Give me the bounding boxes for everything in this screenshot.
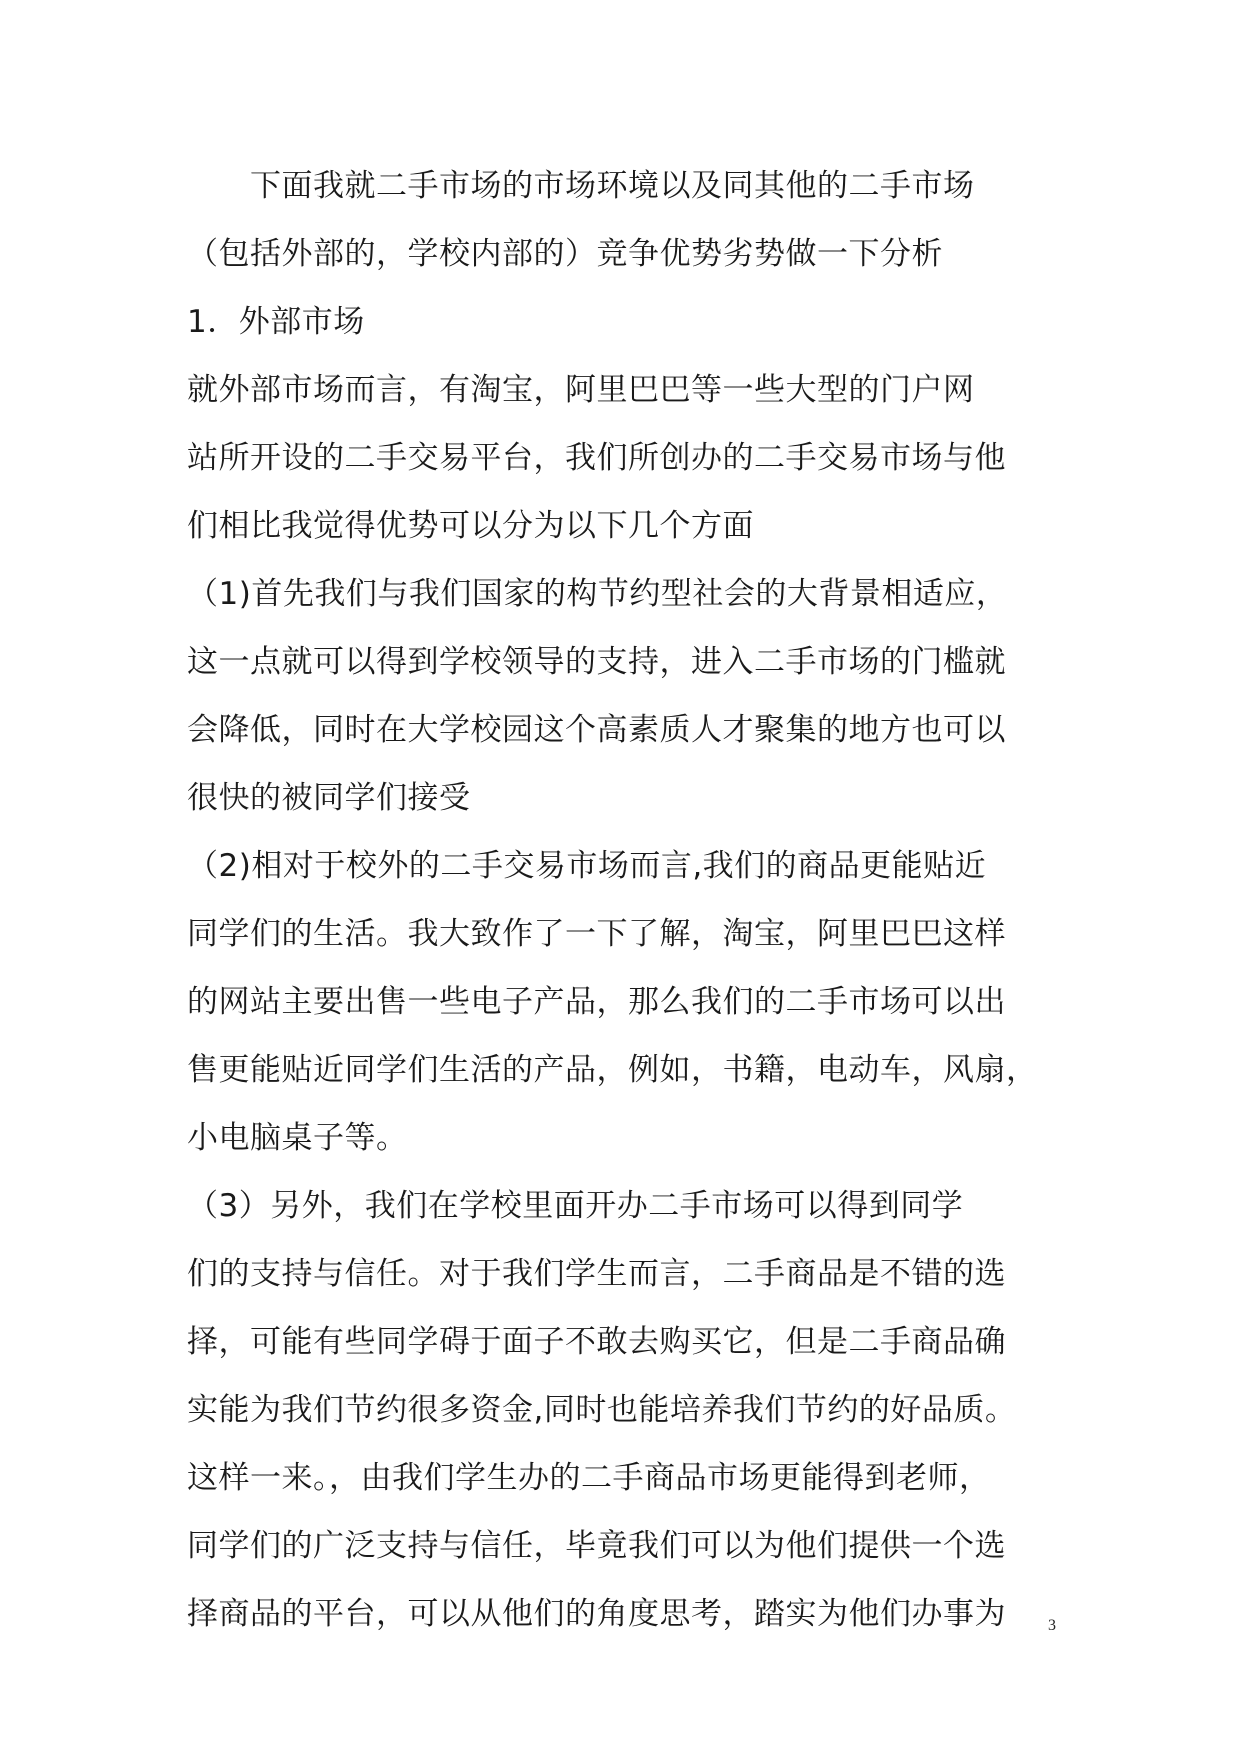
section-heading: 1．外部市场: [187, 304, 365, 340]
text-line: 售更能贴近同学们生活的产品，例如，书籍，电动车，风扇，: [187, 1052, 1038, 1088]
text-line: 择，可能有些同学碍于面子不敢去购买它，但是二手商品确: [187, 1324, 1006, 1360]
text-line: 这一点就可以得到学校领导的支持，进入二手市场的门槛就: [187, 644, 1006, 680]
text-line: 很快的被同学们接受: [187, 780, 471, 816]
text-line: 择商品的平台，可以从他们的角度思考，踏实为他们办事为: [187, 1596, 1006, 1632]
text-line: （包括外部的，学校内部的）竞争优势劣势做一下分析: [187, 236, 943, 272]
text-line: 同学们的生活。我大致作了一下了解，淘宝，阿里巴巴这样: [187, 916, 1006, 952]
text-line: 小电脑桌子等。: [187, 1120, 408, 1156]
text-line: 站所开设的二手交易平台，我们所创办的二手交易市场与他: [187, 440, 1006, 476]
page-number: 3: [1048, 1617, 1056, 1634]
text-line: （3）另外，我们在学校里面开办二手市场可以得到同学: [187, 1188, 964, 1224]
text-line: 们相比我觉得优势可以分为以下几个方面: [187, 508, 754, 544]
text-line: 的网站主要出售一些电子产品，那么我们的二手市场可以出: [187, 984, 1006, 1020]
text-line: 实能为我们节约很多资金,同时也能培养我们节约的好品质。: [187, 1392, 1017, 1428]
text-line: （1)首先我们与我们国家的构节约型社会的大背景相适应，: [187, 576, 1008, 612]
text-line: 这样一来。，由我们学生办的二手商品市场更能得到老师，: [187, 1460, 991, 1496]
text-line: （2)相对于校外的二手交易市场而言,我们的商品更能贴近: [187, 848, 987, 884]
text-line: 同学们的广泛支持与信任，毕竟我们可以为他们提供一个选: [187, 1528, 1006, 1564]
body-text: [187, 152, 1063, 1648]
text-line: 们的支持与信任。对于我们学生而言，二手商品是不错的选: [187, 1256, 1006, 1292]
text-line: 会降低，同时在大学校园这个高素质人才聚集的地方也可以: [187, 712, 1006, 748]
text-line: 下面我就二手市场的市场环境以及同其他的二手市场: [187, 168, 975, 204]
text-line: 就外部市场而言，有淘宝，阿里巴巴等一些大型的门户网: [187, 372, 975, 408]
